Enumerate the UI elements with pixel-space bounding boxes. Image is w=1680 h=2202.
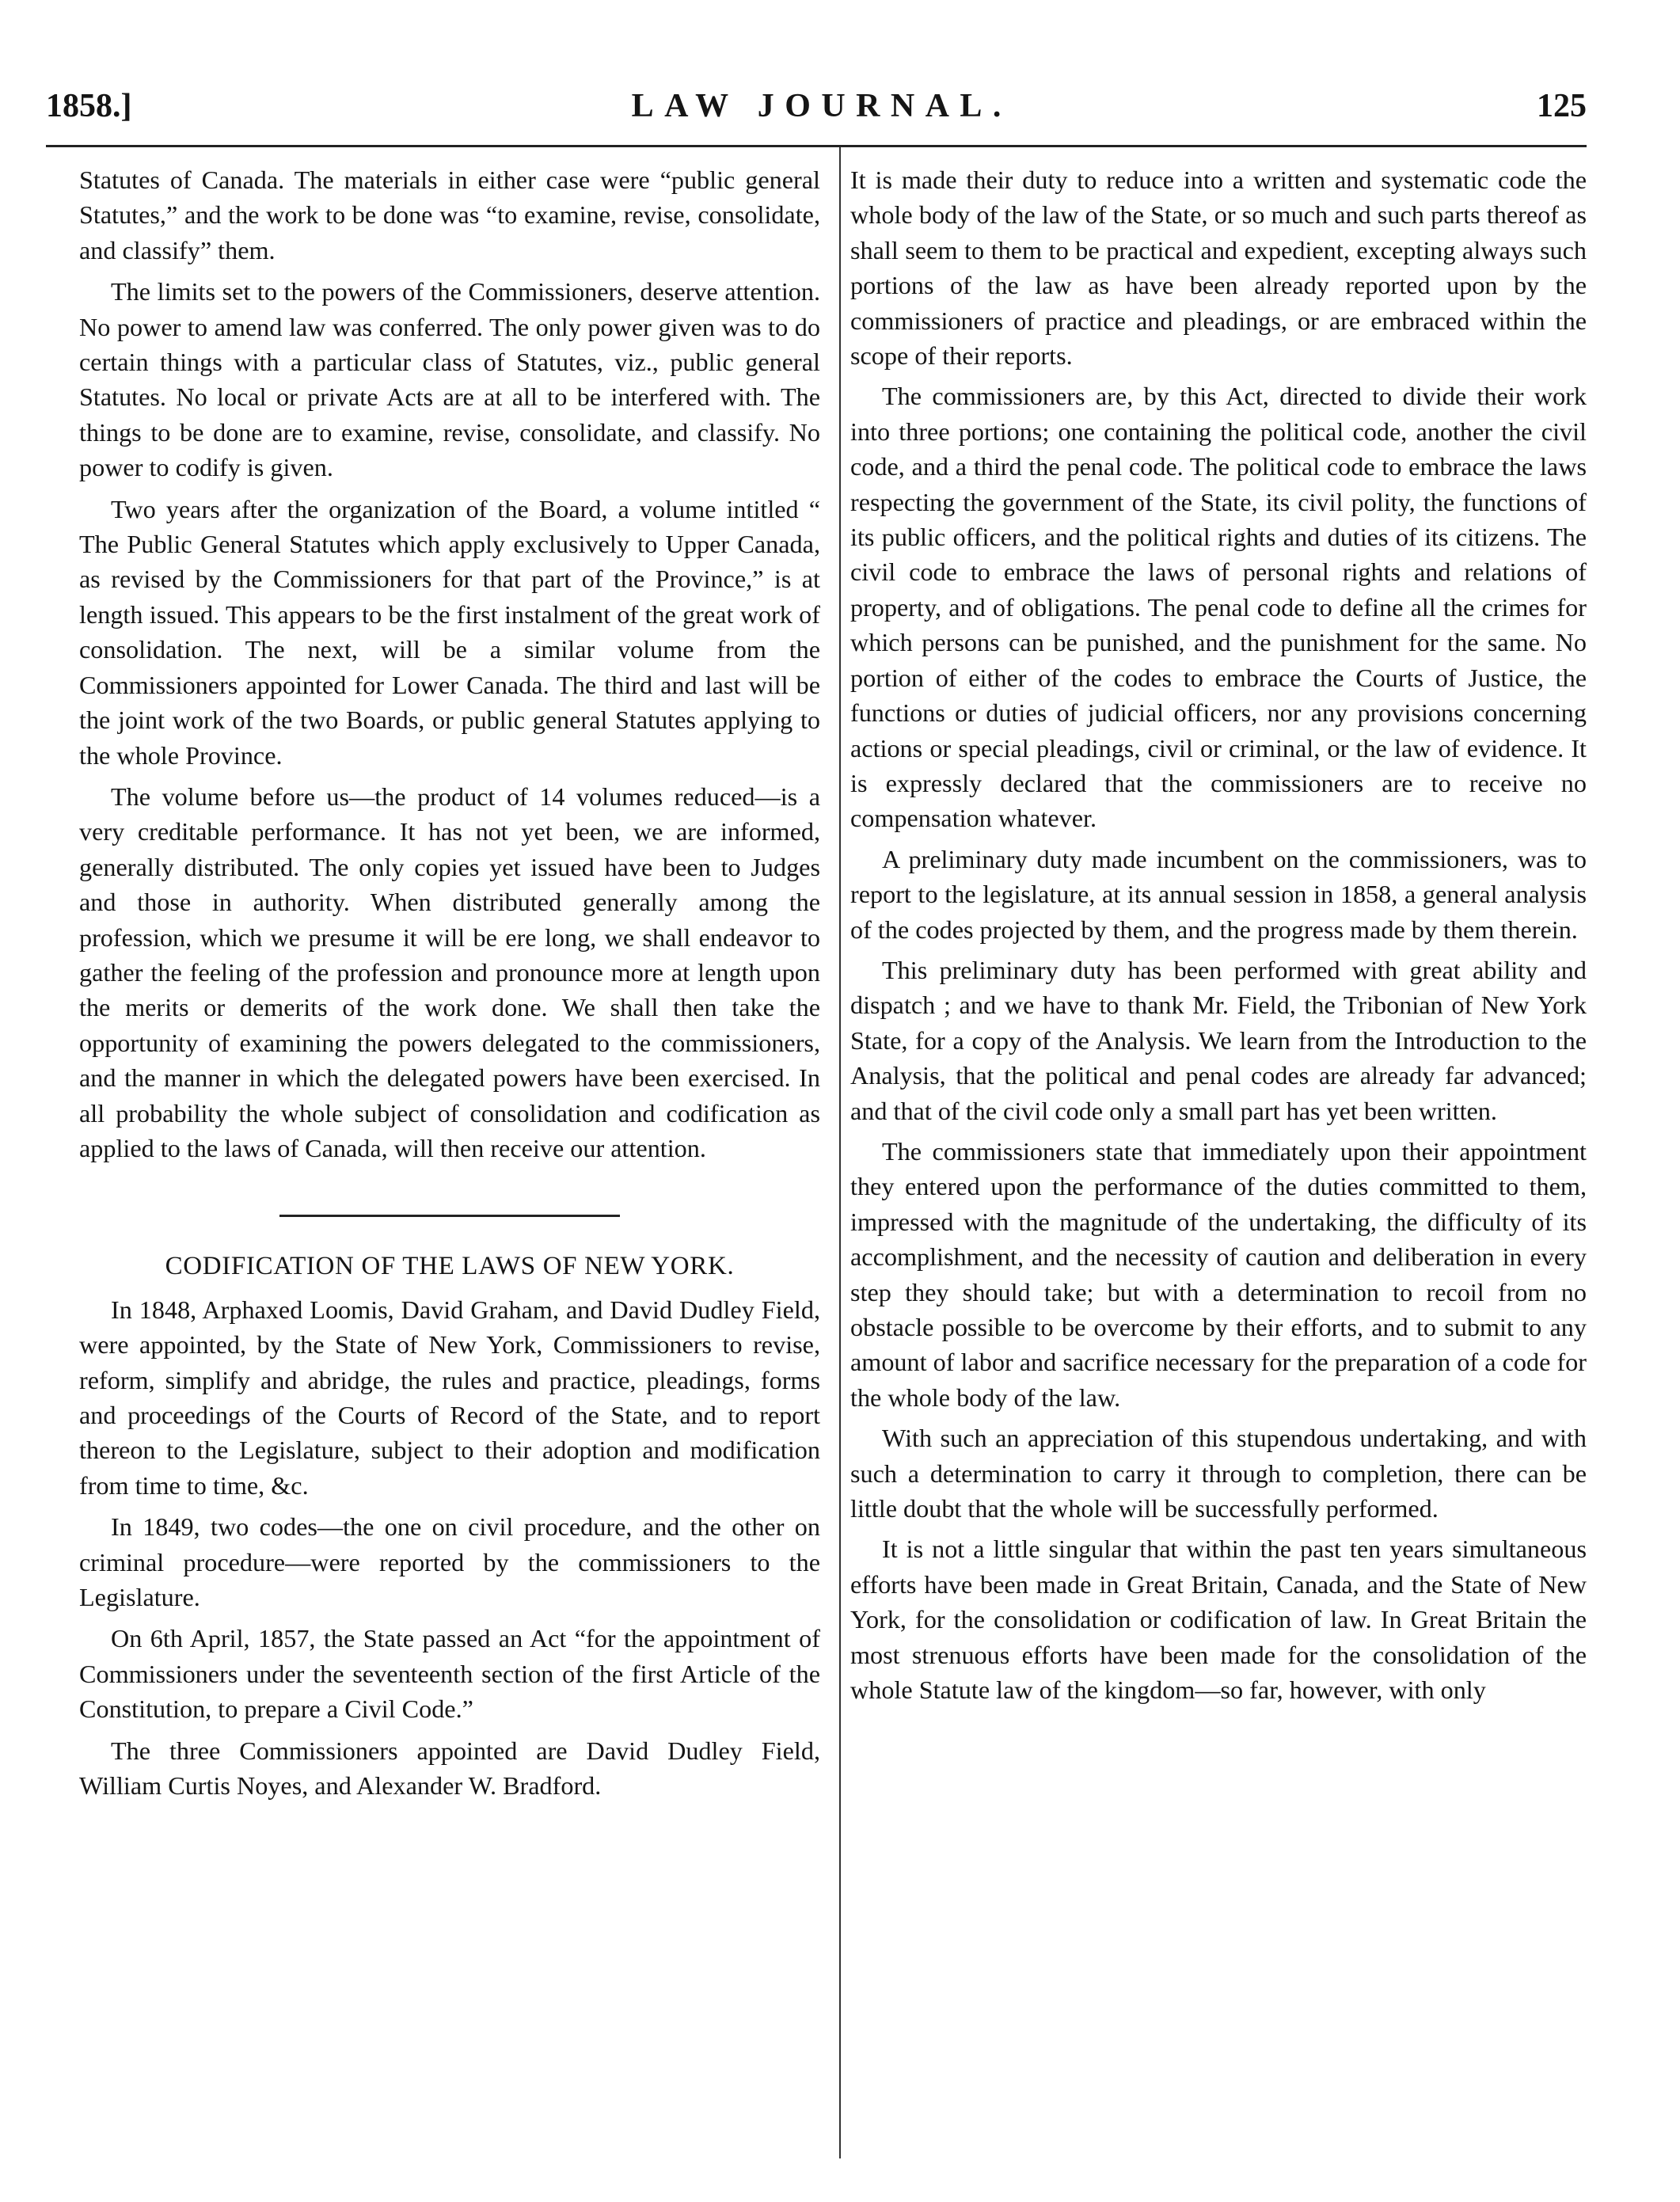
left-column (79, 162, 820, 1809)
section-separator (279, 1215, 620, 1217)
paragraph: The commissioners are, by this Act, directed to divide their work into three portions; one containing the political code, another the civil code, and a third the penal code. The political code to embrace the laws respecting the government of the State, its civil polity, the functions of its public officers, and the political rights and duties of its citizens. The civil code to embrace the laws of personal rights and relations of property, and of obligations. The penal code to define all the crimes for which persons can be punished, and the punishment for the same. No portion of either of the codes to embrace the Courts of Justice, the functions or duties of judicial officers, nor any provisions concerning actions or special pleadings, civil or criminal, or the law of evidence. It is expressly declared that the commissioners are to receive no compensation whatever. (850, 382, 1587, 833)
paragraph: It is not a little singular that within the past ten years simultaneous efforts have been made in Great Britain, Canada, and the State of New York, for the consolidation or codification of law. In Great Britain the most strenuous efforts have been made for the consolidation of the whole Statute law of the kingdom—so far, however, with only (850, 1535, 1587, 1705)
header-year: 1858.] (46, 88, 132, 124)
paragraph: With such an appreciation of this stupendous undertaking, and with such a determination to carry it through to completion, there can be little doubt that the whole will be successfully performed. (850, 1424, 1587, 1523)
paragraph: Two years after the organization of the Board, a volume intitled “ The Public General Statutes which apply exclusively to Upper Canada, as revised by the Commissioners for that part of the Province,” is at length issued. This appears to be the first instalment of the great work of consolidation. The next, will be a similar volume from the Commissioners appointed for Lower Canada. The third and last will be the joint work of the two Boards, or public general Statutes applying to the whole Province. (79, 494, 820, 770)
page-number: 125 (1537, 88, 1587, 124)
paragraph: The three Commissioners appointed are David Dudley Field, William Curtis Noyes, and Alexander W. Bradford. (79, 1736, 820, 1801)
paragraph: This preliminary duty has been performed with great ability and dispatch ; and we have to thank Mr. Field, the Tribonian of New York State, for a copy of the Analysis. We learn from the Introduction to the Analysis, that the political and penal codes are already far advanced; and that of the civil code only a small part has yet been written. (850, 955, 1587, 1125)
journal-title: LAW JOURNAL. (631, 88, 1012, 124)
paragraph: A preliminary duty made incumbent on the commissioners, was to report to the legislature, at its annual session in 1858, a general analysis of the codes projected by them, and the progress made by them therein. (850, 844, 1587, 944)
header-rule (46, 145, 1587, 147)
paragraph: The limits set to the powers of the Commissioners, deserve attention. No power to amend law was conferred. The only power given was to do certain things with a particular class of Statutes, viz., public general Statutes. No local or private Acts are at all to be interfered with. The things to be done are to examine, revise, consolidate, and classify. No power to codify is given. (79, 277, 820, 482)
paragraph: On 6th April, 1857, the State passed an Act “for the appointment of Commissioners under the seventeenth section of the first Article of the Constitution, to prepare a Civil Code.” (79, 1624, 820, 1724)
paragraph: In 1849, two codes—the one on civil procedure, and the other on criminal procedure—were reported by the commissioners to the Legislature. (79, 1512, 820, 1612)
paragraph: It is made their duty to reduce into a written and systematic code the whole body of the law of the State, or so much and such parts thereof as shall seem to them to be practical and expedient, excepting always such portions of the law as have been already reported upon by the commissioners of practice and pleadings, or are embraced within the scope of their reports. (850, 165, 1587, 371)
paragraph: In 1848, Arphaxed Loomis, David Graham, and David Dudley Field, were appointed, by the State of New York, Commissioners to revise, reform, simplify and abridge, the rules and practice, pleadings, forms and proceedings of the Courts of Record of the State, and to report thereon to the Legislature, subject to their adoption and modification from time to time, &c. (79, 1295, 820, 1500)
paragraph: The commissioners state that immediately upon their appointment they entered upon the performance of the duties committed to them, impressed with the magnitude of the undertaking, the difficulty of its accomplishment, and the necessity of caution and deliberation in every step they should take; but with a determination to recoil from no obstacle possible to be overcome by their efforts, and to submit to any amount of labor and sacrifice necessary for the preparation of a code for the whole body of the law. (850, 1136, 1587, 1412)
page-header (46, 87, 1587, 135)
paragraph: The volume before us—the product of 14 volumes reduced—is a very creditable performance. It has not yet been, we are informed, generally distributed. The only copies yet issued have been to Judges and those in authority. When distributed generally among the profession, which we presume it will be ere long, we shall endeavor to gather the feeling of the profession and pronounce more at length upon the merits or demerits of the work done. We shall then take the opportunity of examining the powers delegated to the commissioners, and the manner in which the delegated powers have been exercised. In all probability the whole subject of consolidation and codification as applied to the laws of Canada, will then receive our attention. (79, 782, 820, 1162)
column-divider (839, 147, 841, 2158)
right-column (850, 162, 1587, 1713)
paragraph: Statutes of Canada. The materials in either case were “public general Statutes,” and the work to be done was “to examine, revise, consolidate, and classify” them. (79, 165, 820, 264)
section-heading: CODIFICATION OF THE LAWS OF NEW YORK. (165, 1252, 735, 1281)
